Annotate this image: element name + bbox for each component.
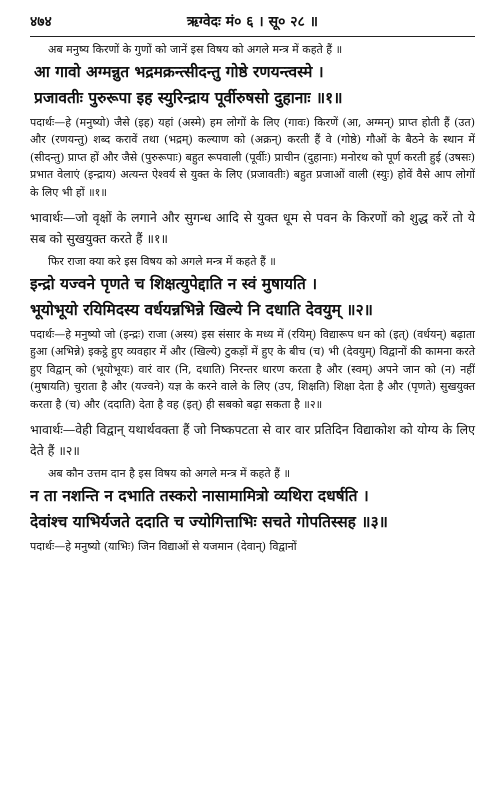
padartha-paragraph: पदार्थः—हे (मनुष्यो) जैसे (इह) यहां (अस्मे) हम लोगों के लिए (गावः) किरणें (आ, अग्मन्) प्राप्त होती हैं (उत) और (रणयन्तु) शब्द करावें तथा (भद्रम्) कल्याण को (अक्रन्) करती हैं वे (गोष्ठे) गौओं के बैठने के स्थान में (सीदन्तु) प्राप्त हों और जैसे (पुरुरूपाः) बहुत रूपवाली (पूर्वीः) प्राचीन (दुहानाः) मनोरथ को पूर्ण करती हुई (उषसः) प्रभात वेलाएं (इन्द्राय) अत्यन्त ऐश्वर्य से युक्त के लिए (प्रजावतीः) बहुत प्रजाओं वाली (स्युः) होवें वैसे आप लोगों के लिए भी हों ॥१॥ xyxy=(30,116,475,199)
bhavartha-paragraph: भावार्थः—वेही विद्वान् यथार्थवक्ता हैं जो निष्कपटता से वार वार प्रतिदिन विद्याकोश को योग्य के लिए देते हैं ॥२॥ xyxy=(30,422,475,459)
section-intro: फिर राजा क्या करे इस विषय को अगले मन्त्र में कहते हैं ॥ xyxy=(48,255,276,269)
mantra-line: भूयोभूयो रयिमिदस्य वर्धयन्नभिन्ने खिल्ये नि दधाति देवयुम् ॥२॥ xyxy=(30,300,373,320)
section-intro: अब कौन उत्तम दान है इस विषय को अगले मन्त्र में कहते हैं ॥ xyxy=(48,467,291,481)
bhavartha-paragraph: भावार्थः—जो वृक्षों के लगाने और सुगन्ध आदि से युक्त धूम से पवन के किरणों को शुद्ध करें तो ये सब को सुखयुक्त करते हैं ॥१॥ xyxy=(30,210,475,247)
mantra-line: प्रजावतीः पुरुरूपा इह स्युरिन्द्राय पूर्वीरुषसो दुहानाः ॥१॥ xyxy=(34,88,343,107)
running-title: ऋग्वेदः मं० ६ । सू० २८ ॥ xyxy=(186,14,319,30)
padartha-paragraph: पदार्थः—हे मनुष्यो जो (इन्द्रः) राजा (अस्य) इस संसार के मध्य में (रयिम्) विद्यारूप धन को (इत्) (वर्धयन्) बढ़ाता हुआ (अभिन्ने) इकट्ठे हुए व्यवहार में और (खिल्ये) टुकड़ों में हुए के बीच (च) भी (देवयुम्) विद्वानों की कामना करते हुए विद्वान् को (भूयोभूयः) वारं वार (नि, दधाति) निरन्तर धारण करता है और (स्वम्) अपने जान को (न) नहीं (मुषायति) चुराता है और (यज्वने) यज्ञ के करने वाले के लिए (उप, शिक्षति) शिक्षा देता है और (पृणते) सुखयुक्त करता है (च) और (ददाति) देता है वह (इत्) ही सबको बढ़ा सकता है ॥२॥ xyxy=(30,328,475,411)
section-intro: अब मनुष्य किरणों के गुणों को जानें इस विषय को अगले मन्त्र में कहते हैं ॥ xyxy=(48,43,343,56)
section-mantra-2 xyxy=(30,253,475,461)
padartha-paragraph: पदार्थः—हे मनुष्यो (याभिः) जिन विद्याओं से यजमान (देवान्) विद्वानों xyxy=(30,540,297,554)
page-header xyxy=(30,6,475,37)
mantra-line: देवांश्च याभिर्यजते ददाति च ज्योगित्ताभिः सचते गोपतिस्सह ॥३॥ xyxy=(30,512,388,532)
mantra-line: आ गावो अग्मन्नुत भद्रमक्रन्त्सीदन्तु गोष्ठे रणयन्त्वस्मे । xyxy=(34,62,324,81)
mantra-line: इन्द्रो यज्वने पृणते च शिक्षत्युपेद्दाति न स्वं मुषायति । xyxy=(30,274,318,294)
section-mantra-1 xyxy=(30,41,475,249)
mantra-line: न ता नशन्ति न दभाति तस्करो नासामामित्रो व्यथिरा दधर्षति । xyxy=(30,486,369,506)
section-mantra-3 xyxy=(30,465,475,555)
page-number: ४७४ xyxy=(30,14,52,30)
